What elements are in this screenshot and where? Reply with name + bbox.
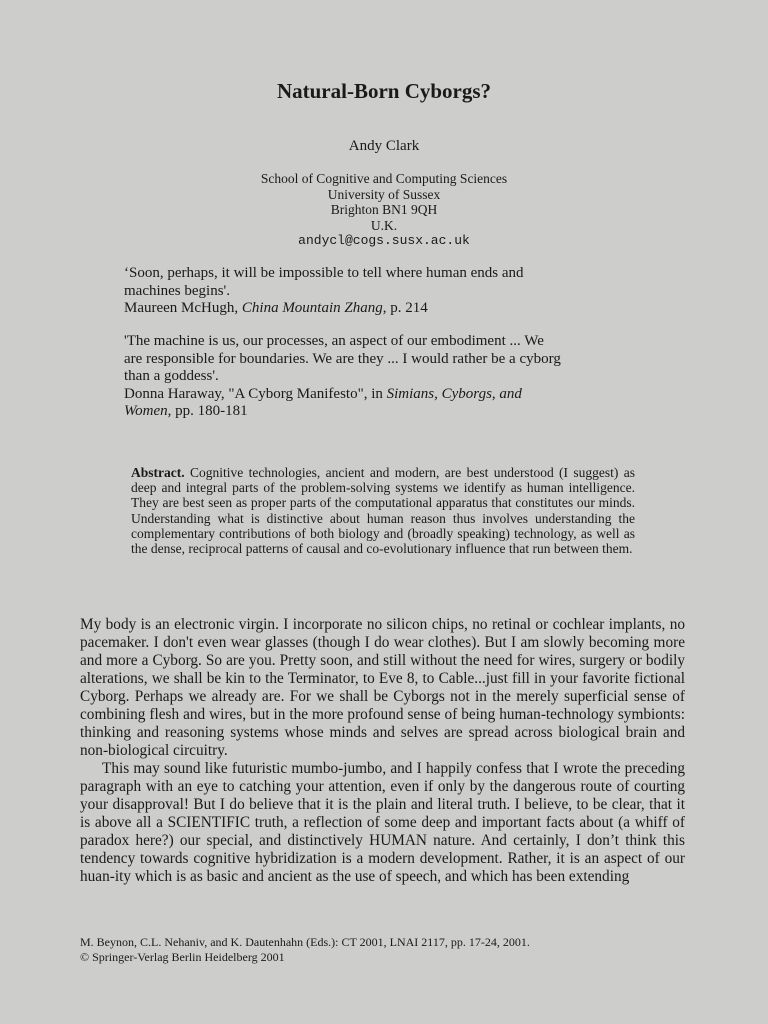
epigraph-haraway (124, 333, 644, 421)
author-email: andycl@cogs.susx.ac.uk (298, 233, 470, 248)
epigraph-line: 'The machine is us, our processes, an aspect of our embodiment ... We (124, 333, 544, 349)
publication-footer (80, 935, 685, 965)
epigraph-attribution: Maureen McHugh, China Mountain Zhang, p. 214 (124, 300, 428, 317)
abstract (131, 465, 635, 556)
epigraph-work-title: Simians, Cyborgs, and (386, 385, 522, 402)
body-text (80, 616, 685, 886)
epigraph-attribution-cont: Women, pp. 180-181 (124, 403, 248, 420)
author-affiliation (0, 171, 768, 249)
epigraph-attribution: Donna Haraway, "A Cyborg Manifesto", in Simians, Cyborgs, and (124, 385, 522, 402)
epigraph-line: than a goddess'. (124, 368, 219, 385)
epigraph-work-title: Women (124, 403, 168, 420)
epigraph-mchugh (124, 265, 644, 318)
affiliation-address: Brighton BN1 9QH (330, 202, 438, 217)
epigraph-line: machines begins'. (124, 282, 231, 299)
abstract-text: Cognitive technologies, ancient and modern, are best understood (I suggest) as deep and integral parts of the problem-solving systems we identify as human intelligence. They are best seen as proper parts of the computational apparatus that constitutes our minds. Understanding what is distinctive about human reason thus involves understanding the complementary contributions of both biology and (broadly speaking) technology, as well as the dense, reciprocal patterns of causal and co-evolutionary influence that run between them. (131, 465, 636, 557)
author-name: Andy Clark (348, 138, 420, 154)
abstract-label: Abstract. (131, 465, 185, 480)
affiliation-school: School of Cognitive and Computing Sciences (260, 171, 508, 186)
epigraph-work-title: China Mountain Zhang (241, 300, 383, 317)
body-paragraph-2: This may sound like futuristic mumbo-jumbo, and I happily confess that I wrote the preceding paragraph with an eye to catching your attention, even if only by the dangerous route of courting your disapproval! But I do believe that it is the plain and literal truth. I believe, to be clear, that it is above all a SCIENTIFIC truth, a reflection of some deep and important facts about (a whiff of paradox here?) our special, and distinctively HUMAN nature. And certainly, I don’t think this tendency towards cognitive hybridization is a modern development. Rather, it is an aspect of our huan-ity which is as basic and ancient as the use of speech, and which has been extending (80, 760, 685, 885)
footer-citation: M. Beynon, C.L. Nehaniv, and K. Dautenhahn (Eds.): CT 2001, LNAI 2117, pp. 17-24, 2001. (80, 935, 530, 949)
body-paragraph-1: My body is an electronic virgin. I incorporate no silicon chips, no retinal or cochlear implants, no pacemaker. I don't even wear glasses (though I do wear clothes). But I am slowly becoming more and more a Cyborg. So are you. Pretty soon, and still without the need for wires, surgery or bodily alterations, we shall be kin to the Terminator, to Eve 8, to Cable...just fill in your favorite fictional Cyborg. Perhaps we already are. For we shall be Cyborgs not in the merely superficial sense of combining flesh and wires, but in the more profound sense of being human-technology symbionts: thinking and reasoning systems whose minds and selves are spread across biological brain and non-biological circuitry. (80, 616, 685, 759)
affiliation-country: U.K. (370, 217, 398, 233)
footer-copyright: © Springer-Verlag Berlin Heidelberg 2001 (80, 950, 285, 964)
paper-title: Natural-Born Cyborgs? (276, 79, 492, 103)
epigraph-line: ‘Soon, perhaps, it will be impossible to tell where human ends and (124, 265, 524, 281)
affiliation-university: University of Sussex (327, 186, 441, 202)
epigraph-line: are responsible for boundaries. We are they ... I would rather be a cyborg (124, 350, 561, 367)
